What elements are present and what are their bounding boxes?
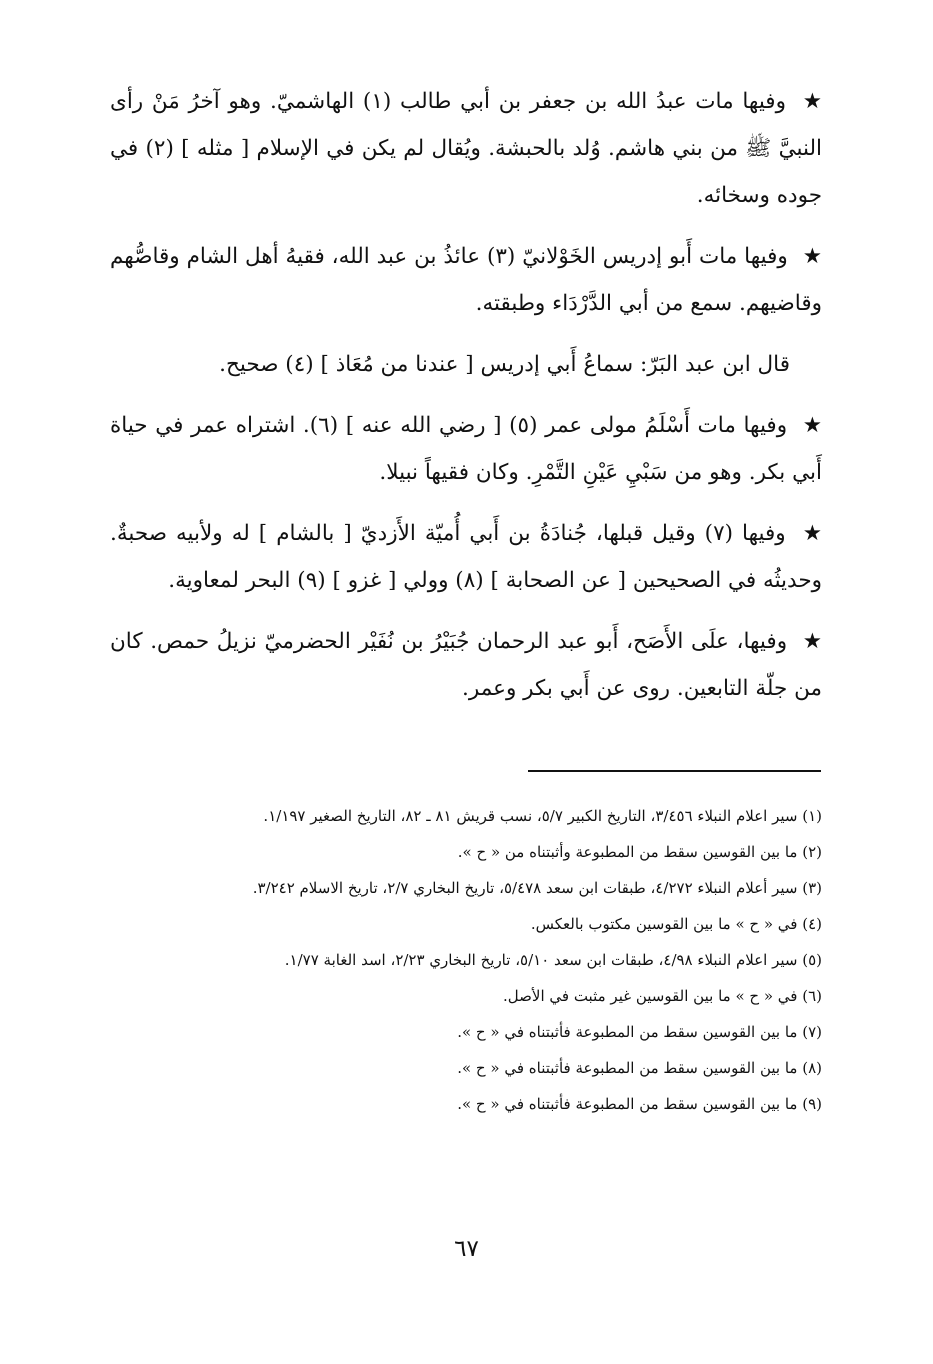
entry-text: قال ابن عبد البَرّ: سماعُ أَبي إدريس [ عندنا من مُعَاذ ] (٤) صحيح. <box>219 352 790 377</box>
footnote-1: (١) سير اعلام النبلاء ٣/٤٥٦، التاريخ الكبير ٥/٧، نسب قريش ٨١ ـ ٨٢، التاريخ الصغير ١/١٩٧. <box>263 807 822 825</box>
page-number: ٦٧ <box>454 1236 479 1262</box>
footnote-divider <box>528 770 821 772</box>
footnotes <box>110 798 822 1122</box>
entry-text: وفيها، علَى الأَصَح، أَبو عبد الرحمان جُبَيْرُ بن نُفَيْر الحضرميّ نزيلُ حمص. كان من جلّة التابعين. روى عن أَبي بكر وعمر. <box>110 629 822 701</box>
star-icon: ★ <box>802 629 822 654</box>
star-icon: ★ <box>802 244 822 269</box>
footnote-3: (٣) سير أعلام النبلاء ٤/٢٧٢، طبقات ابن سعد ٥/٤٧٨، تاريخ البخاري ٢/٧، تاريخ الاسلام ٣/٢٤٢. <box>252 879 822 897</box>
entry-text: وفيها مات أَسْلَمُ مولى عمر (٥) [ رضي الله عنه ] (٦). اشتراه عمر في حياة أَبي بكر. وهو من سَبْيِ عَيْنِ التَّمْرِ. وكان فقيهاً نبيلا. <box>110 413 822 485</box>
star-icon: ★ <box>802 89 823 114</box>
entry-aslam <box>110 402 822 496</box>
entry-text: وفيها (٧) وقيل قبلها، جُنادَةُ بن أَبي أُميّة الأَزديّ [ بالشام ] له ولأبيه صحبةٌ. وحديثُه في الصحيحين [ عن الصحابة ] (٨) وولي [ غزو ] (٩) البحر لمعاوية. <box>110 521 822 593</box>
entry-text: وفيها مات أَبو إدريس الخَوْلانيّ (٣) عائذُ بن عبد الله، فقيهُ أهل الشام وقاصُّهم وقاضيهم. سمع من أبي الدَّرْدَاء وطبقته. <box>110 244 822 316</box>
entry-abu-idris <box>110 233 822 327</box>
entry-abdullah-ibn-jafar <box>110 78 822 219</box>
star-icon: ★ <box>802 413 822 438</box>
footnote-4: (٤) في « ح » ما بين القوسين مكتوب بالعكس. <box>530 915 822 933</box>
footnote-7: (٧) ما بين القوسين سقط من المطبوعة فأثبتناه في « ح ». <box>457 1023 822 1041</box>
footnote-6: (٦) في « ح » ما بين القوسين غير مثبت في الأصل. <box>503 987 822 1005</box>
footnote-8: (٨) ما بين القوسين سقط من المطبوعة فأثبتناه في « ح ». <box>457 1059 822 1077</box>
footnote-2: (٢) ما بين القوسين سقط من المطبوعة وأثبتناه من « ح ». <box>457 843 822 861</box>
entry-ibn-abd-al-barr-quote <box>110 341 822 388</box>
star-icon: ★ <box>802 521 822 546</box>
footnote-9: (٩) ما بين القوسين سقط من المطبوعة فأثبتناه في « ح ». <box>457 1095 822 1113</box>
footnote-5: (٥) سير اعلام النبلاء ٤/٩٨، طبقات ابن سعد ٥/١٠، تاريخ البخاري ٢/٢٣، اسد الغابة ١/٧٧. <box>284 951 822 969</box>
main-text <box>110 78 822 726</box>
entry-text: وفيها مات عبدُ الله بن جعفر بن أبي طالب (١) الهاشميّ. وهو آخرُ مَنْ رأى النبيَّ ﷺ من بني هاشم. وُلد بالحبشة. ويُقال لم يكن في الإسلام [ مثله ] (٢) في جوده وسخائه. <box>110 89 822 208</box>
entry-jubayr <box>110 618 822 712</box>
entry-junada <box>110 510 822 604</box>
